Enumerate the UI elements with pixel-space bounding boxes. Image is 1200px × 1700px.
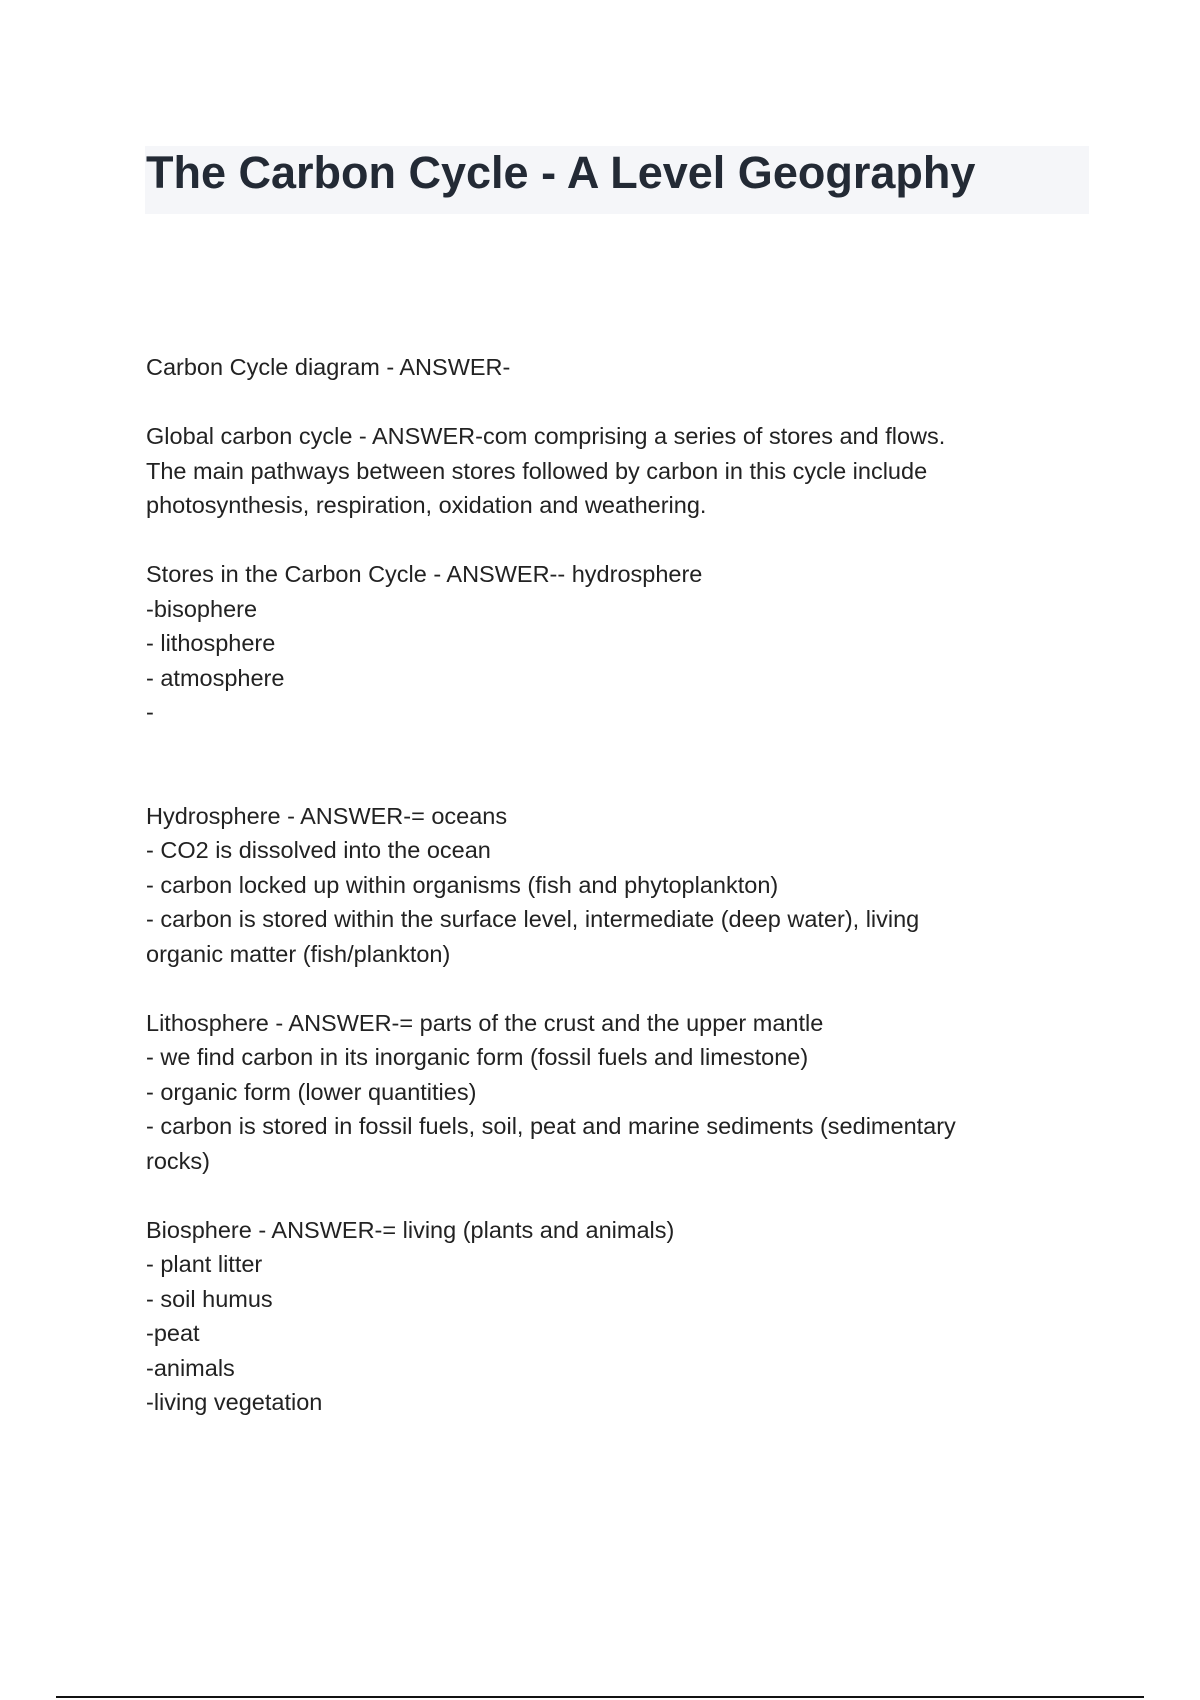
entry-line: - plant litter xyxy=(146,1251,263,1277)
entry-line: - xyxy=(146,699,154,725)
entry-line: Hydrosphere - ANSWER-= oceans xyxy=(146,802,508,829)
entry-line: Global carbon cycle - ANSWER-com comprising a series of stores and flows. xyxy=(146,423,946,449)
entry-line: - organic form (lower quantities) xyxy=(146,1078,477,1105)
entry-line: rocks) xyxy=(146,1147,210,1174)
entry-line: - lithosphere xyxy=(146,630,276,656)
page-title: The Carbon Cycle - A Level Geography xyxy=(146,147,976,198)
entry-line: -peat xyxy=(146,1320,200,1346)
document-body xyxy=(146,350,1076,1454)
blank-line xyxy=(146,730,1076,765)
entry-line: organic matter (fish/plankton) xyxy=(146,940,451,967)
entry-line: Lithosphere - ANSWER-= parts of the crust and the upper mantle xyxy=(146,1009,824,1036)
entry-line: - carbon is stored in fossil fuels, soil, peat and marine sediments (sedimentary xyxy=(146,1113,956,1139)
entry-hydrosphere xyxy=(146,799,1076,972)
footer-divider xyxy=(56,1696,1144,1698)
entry-line: Carbon Cycle diagram - ANSWER- xyxy=(146,354,511,380)
entry-line: Stores in the Carbon Cycle - ANSWER-- hydrosphere xyxy=(146,561,703,587)
entry-line: - CO2 is dissolved into the ocean xyxy=(146,837,491,863)
entry-line: - atmosphere xyxy=(146,664,285,691)
entry-line: - we find carbon in its inorganic form (fossil fuels and limestone) xyxy=(146,1044,809,1070)
entry-global-carbon-cycle xyxy=(146,419,1076,523)
entry-carbon-cycle-diagram xyxy=(146,350,1076,385)
entry-line: -animals xyxy=(146,1354,235,1381)
entry-line: photosynthesis, respiration, oxidation and weathering. xyxy=(146,492,707,518)
entry-line: -bisophere xyxy=(146,595,258,622)
entry-stores xyxy=(146,557,1076,764)
entry-line: - carbon is stored within the surface level, intermediate (deep water), living xyxy=(146,906,920,932)
entry-line: - carbon locked up within organisms (fish and phytoplankton) xyxy=(146,871,779,898)
entry-line: The main pathways between stores followed by carbon in this cycle include xyxy=(146,457,928,484)
entry-line: - soil humus xyxy=(146,1285,273,1312)
entry-line: -living vegetation xyxy=(146,1389,323,1415)
entry-line: Biosphere - ANSWER-= living (plants and animals) xyxy=(146,1216,675,1243)
entry-biosphere xyxy=(146,1213,1076,1420)
entry-lithosphere xyxy=(146,1006,1076,1179)
